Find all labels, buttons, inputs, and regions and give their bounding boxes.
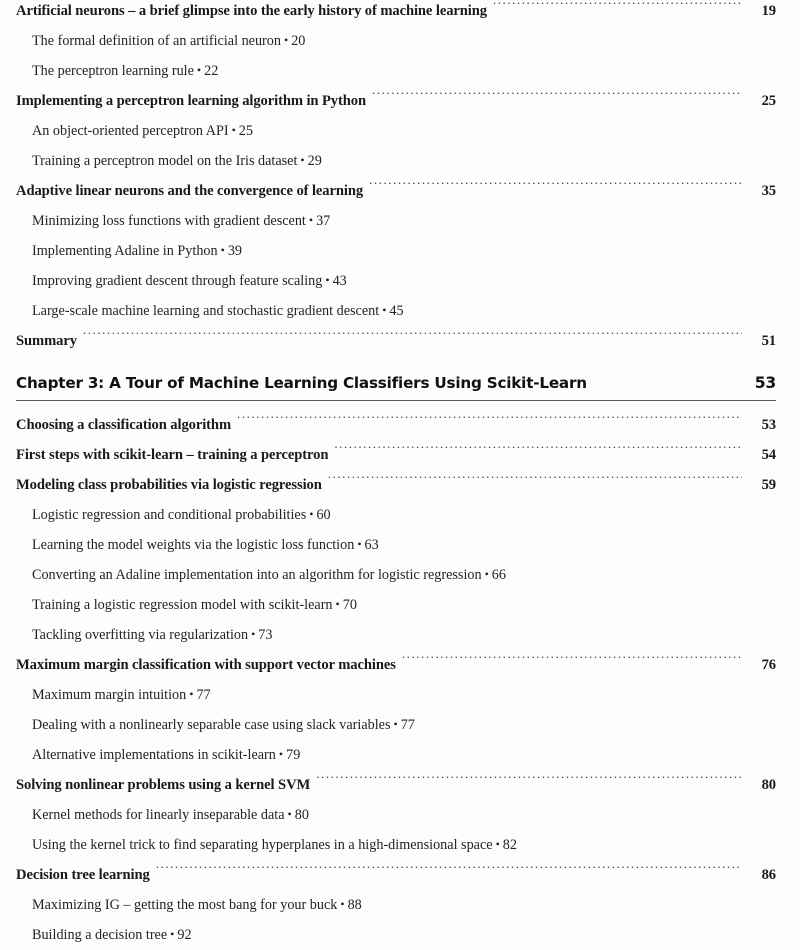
toc-entry-subsection[interactable] — [16, 56, 792, 86]
bullet-separator-icon: • — [287, 807, 292, 821]
toc-entry-title: First steps with scikit-learn – training a perceptron — [16, 447, 329, 463]
dot-leader — [372, 90, 742, 105]
toc-entry-subsection[interactable] — [16, 800, 792, 830]
dot-leader — [328, 474, 742, 489]
toc-entry-title: Artificial neurons – a brief glimpse into the early history of machine learning — [16, 3, 487, 19]
toc-entry-section[interactable] — [16, 86, 776, 116]
dot-leader — [369, 180, 742, 195]
toc-entry-title: Kernel methods for linearly inseparable data — [32, 807, 285, 823]
toc-entry-section[interactable] — [16, 176, 776, 206]
bullet-separator-icon: • — [382, 303, 387, 317]
toc-entry-subsection[interactable] — [16, 740, 792, 770]
toc-entry-title: Maximum margin intuition — [32, 687, 187, 703]
bullet-separator-icon: • — [231, 123, 236, 137]
toc-entry-subsection[interactable] — [16, 830, 792, 860]
bullet-separator-icon: • — [283, 33, 289, 47]
toc-entry-subsection[interactable] — [16, 920, 792, 950]
toc-entry-page-number: 80 — [294, 807, 309, 823]
dot-leader — [493, 0, 742, 15]
toc-entry-page-number: 51 — [761, 333, 776, 349]
toc-entry-title: Solving nonlinear problems using a kernel SVM — [16, 777, 311, 793]
toc-entry-title: Minimizing loss functions with gradient descent — [32, 213, 306, 229]
toc-entry-page-number: 73 — [258, 627, 273, 643]
toc-entry-page-number: 92 — [177, 927, 192, 943]
dot-leader — [83, 330, 742, 345]
toc-entry-subsection[interactable] — [16, 296, 792, 326]
toc-entry-section[interactable] — [16, 440, 776, 470]
toc-entry-page-number: 39 — [227, 243, 242, 259]
toc-entry-subsection[interactable] — [16, 590, 792, 620]
bullet-separator-icon: • — [393, 717, 398, 731]
toc-entry-page-number: 66 — [491, 567, 506, 583]
toc-entry-page-number: 35 — [761, 183, 776, 199]
toc-entry-title: Training a logistic regression model with scikit-learn — [32, 597, 333, 613]
toc-entry-title: Adaptive linear neurons and the convergence of learning — [16, 183, 364, 199]
toc-entry-title: An object-oriented perceptron API — [32, 123, 229, 139]
bullet-separator-icon: • — [340, 897, 345, 911]
toc-entry-page-number: 80 — [761, 777, 776, 793]
toc-entry-subsection[interactable] — [16, 146, 792, 176]
bullet-separator-icon: • — [278, 747, 284, 761]
bullet-separator-icon: • — [335, 597, 340, 611]
toc-entry-title: Choosing a classification algorithm — [16, 417, 232, 433]
toc-entry-page-number: 25 — [238, 123, 253, 139]
toc-entry-title: Dealing with a nonlinearly separable case using slack variables — [32, 717, 391, 733]
toc-entry-page-number: 59 — [761, 477, 776, 493]
toc-entry-subsection[interactable] — [16, 26, 792, 56]
toc-entry-title: Summary — [16, 333, 77, 349]
toc-entry-page-number: 45 — [389, 303, 404, 319]
toc-entry-page-number: 76 — [761, 657, 776, 673]
bullet-separator-icon: • — [484, 567, 489, 581]
toc-entry-title: Training a perceptron model on the Iris dataset — [32, 153, 298, 169]
toc-entry-subsection[interactable] — [16, 500, 792, 530]
toc-entry-title: Logistic regression and conditional probabilities — [32, 507, 307, 523]
toc-entry-page-number: 77 — [196, 687, 211, 703]
bullet-separator-icon: • — [495, 837, 500, 851]
bullet-separator-icon: • — [196, 63, 202, 77]
toc-entry-section[interactable] — [16, 326, 776, 356]
toc-entry-page-number: 63 — [364, 537, 379, 553]
chapter-heading[interactable] — [16, 370, 776, 396]
bullet-separator-icon: • — [325, 273, 330, 287]
toc-entry-subsection[interactable] — [16, 236, 792, 266]
bullet-separator-icon: • — [170, 927, 175, 941]
toc-entry-title: Large-scale machine learning and stochastic gradient descent — [32, 303, 380, 319]
bullet-separator-icon: • — [251, 627, 256, 641]
toc-entry-title: Maximum margin classification with support vector machines — [16, 657, 396, 673]
toc-entry-page-number: 79 — [286, 747, 301, 763]
toc-entry-subsection[interactable] — [16, 206, 792, 236]
toc-entry-title: Implementing Adaline in Python — [32, 243, 218, 259]
toc-entry-subsection[interactable] — [16, 116, 792, 146]
toc-entry-title: The perceptron learning rule — [32, 63, 194, 79]
toc-entry-section[interactable] — [16, 470, 776, 500]
toc-entry-title: Using the kernel trick to find separating hyperplanes in a high-dimensional space — [32, 837, 493, 853]
toc-entry-subsection[interactable] — [16, 620, 792, 650]
chapter-heading-block — [16, 370, 776, 401]
chapter-rule-divider — [16, 400, 776, 401]
dot-leader — [156, 864, 742, 879]
toc-entry-title: Decision tree learning — [16, 867, 150, 883]
dot-leader — [334, 444, 742, 459]
toc-entry-page-number: 29 — [307, 153, 322, 169]
bullet-separator-icon: • — [189, 687, 194, 701]
bullet-separator-icon: • — [309, 507, 314, 521]
toc-entry-subsection[interactable] — [16, 560, 792, 590]
toc-entry-page-number: 86 — [761, 867, 776, 883]
dot-leader — [402, 654, 742, 669]
bullet-separator-icon: • — [220, 243, 225, 257]
toc-entry-subsection[interactable] — [16, 530, 792, 560]
toc-entry-section[interactable] — [16, 860, 776, 890]
toc-entry-page-number: 88 — [347, 897, 362, 913]
toc-entry-title: Converting an Adaline implementation into an algorithm for logistic regression — [32, 567, 482, 583]
toc-entry-title: Tackling overfitting via regularization — [32, 627, 249, 643]
toc-entry-title: Implementing a perceptron learning algorithm in Python — [16, 93, 366, 109]
toc-entry-title: The formal definition of an artificial neuron — [32, 33, 281, 49]
toc-entry-section[interactable] — [16, 650, 776, 680]
toc-entry-page-number: 20 — [291, 33, 306, 49]
toc-entry-page-number: 77 — [400, 717, 415, 733]
toc-section-bottom — [16, 410, 776, 950]
chapter-page-number: 53 — [754, 374, 776, 392]
toc-section-top — [16, 0, 776, 356]
toc-entry-page-number: 82 — [502, 837, 517, 853]
toc-entry-title: Learning the model weights via the logistic loss function — [32, 537, 355, 553]
dot-leader — [237, 414, 742, 429]
toc-entry-page-number: 19 — [761, 3, 776, 19]
bullet-separator-icon: • — [300, 153, 305, 167]
toc-entry-subsection[interactable] — [16, 266, 792, 296]
toc-entry-page-number: 37 — [316, 213, 331, 229]
toc-entry-page-number: 22 — [204, 63, 219, 79]
toc-entry-page-number: 60 — [316, 507, 331, 523]
toc-entry-section[interactable] — [16, 770, 776, 800]
toc-entry-title: Modeling class probabilities via logistic regression — [16, 477, 322, 493]
toc-entry-title: Improving gradient descent through feature scaling — [32, 273, 323, 289]
dot-leader — [316, 774, 742, 789]
toc-entry-title: Building a decision tree — [32, 927, 168, 943]
toc-entry-subsection[interactable] — [16, 710, 792, 740]
toc-entry-section[interactable] — [16, 0, 776, 26]
toc-entry-page-number: 54 — [761, 447, 776, 463]
toc-entry-page-number: 25 — [761, 93, 776, 109]
chapter-title: Chapter 3: A Tour of Machine Learning Classifiers Using Scikit-Learn — [16, 374, 587, 392]
toc-entry-subsection[interactable] — [16, 890, 792, 920]
toc-entry-page-number: 53 — [761, 417, 776, 433]
bullet-separator-icon: • — [308, 213, 314, 227]
toc-entry-title: Maximizing IG – getting the most bang for your buck — [32, 897, 338, 913]
toc-entry-page-number: 70 — [342, 597, 357, 613]
toc-entry-page-number: 43 — [332, 273, 347, 289]
toc-entry-title: Alternative implementations in scikit-learn — [32, 747, 276, 763]
toc-entry-section[interactable] — [16, 410, 776, 440]
toc-entry-subsection[interactable] — [16, 680, 792, 710]
bullet-separator-icon: • — [357, 537, 362, 551]
